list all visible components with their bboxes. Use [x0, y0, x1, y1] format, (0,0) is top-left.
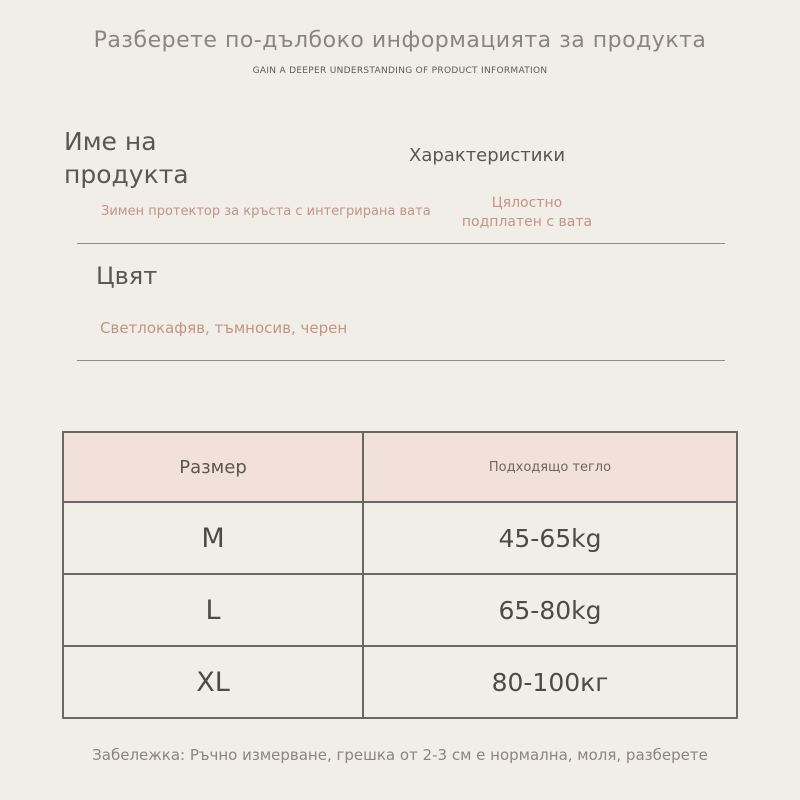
table-header-size: Размер — [63, 432, 363, 502]
table-cell-size: L — [63, 574, 363, 646]
section-divider — [77, 243, 725, 244]
product-color-value: Светлокафяв, тъмносив, черен — [100, 319, 348, 337]
table-row — [63, 574, 737, 646]
product-name-label: Име на продукта — [64, 127, 189, 189]
product-color-label: Цвят — [96, 262, 158, 290]
table-cell-weight: 45-65kg — [363, 502, 737, 574]
product-feature-value: Цялостно подплатен с вата — [461, 195, 593, 230]
table-cell-weight: 65-80kg — [363, 574, 737, 646]
table-cell-size: M — [63, 502, 363, 574]
table-cell-size: XL — [63, 646, 363, 718]
section-divider — [77, 360, 725, 361]
measurement-note: Забележка: Ръчно измерване, грешка от 2-3 см е нормална, моля, разберете — [92, 746, 708, 764]
table-row — [63, 646, 737, 718]
page-subtitle: GAIN A DEEPER UNDERSTANDING OF PRODUCT INFORMATION — [252, 66, 548, 76]
table-cell-weight: 80-100кг — [363, 646, 737, 718]
product-feature-label: Характеристики — [409, 145, 566, 166]
table-row — [63, 502, 737, 574]
page-title: Разберете по-дълбоко информацията за продукта — [93, 28, 707, 53]
size-table — [62, 431, 738, 719]
table-header-weight: Подходящо тегло — [363, 432, 737, 502]
product-name-value: Зимен протектор за кръста с интегрирана вата — [101, 204, 431, 219]
table-header-row — [63, 432, 737, 502]
